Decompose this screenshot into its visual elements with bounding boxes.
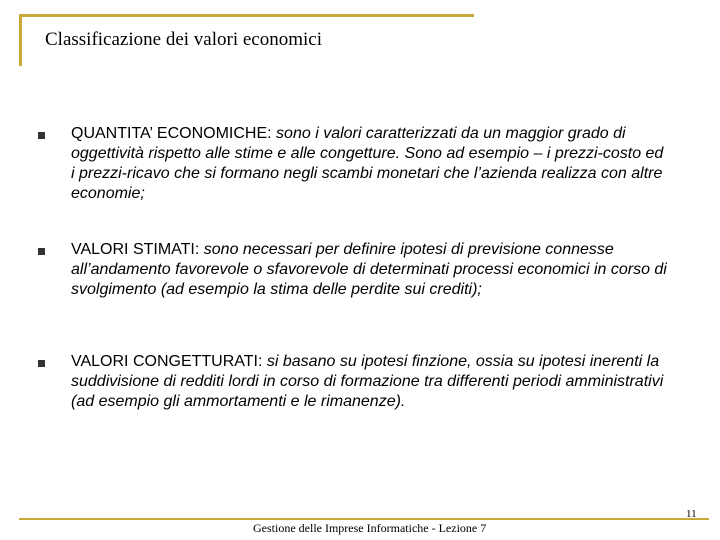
bullet-description: sono necessari per definire ipotesi di previsione connesse all’andamento favorevole o sfavorevole di determinati processi economici in corso di svolgimento (ad esempio la stima delle perdite sui crediti); — [71, 241, 667, 298]
slide-title: Classificazione dei valori economici — [45, 29, 322, 50]
bullet-description: si basano su ipotesi finzione, ossia su ipotesi inerenti la suddivisione di redditi lordi in corso di formazione tra differenti periodi amministrativi (ad esempio gli ammortamenti e le rimanenze). — [71, 353, 664, 410]
bullet-text — [71, 240, 671, 300]
footer-text: Gestione delle Imprese Informatiche - Lezione 7 — [253, 521, 487, 535]
bullet-text — [71, 352, 671, 412]
square-bullet-icon — [38, 360, 45, 367]
square-bullet-icon — [38, 132, 45, 139]
bullet-term: QUANTITA’ ECONOMICHE: — [71, 125, 272, 142]
page-number: 11 — [686, 508, 697, 520]
bullet-term: VALORI CONGETTURATI: — [71, 353, 263, 370]
title-rule-top — [19, 14, 474, 17]
bullet-text — [71, 124, 671, 204]
title-rule-left — [19, 14, 22, 66]
bullet-description: sono i valori caratterizzati da un maggior grado di oggettività rispetto alle stime e alle congetture. Sono ad esempio – i prezzi-costo ed i prezzi-ricavo che si formano negli scambi monetari che l’azienda realizza con altre economie; — [71, 125, 664, 202]
square-bullet-icon — [38, 248, 45, 255]
bullet-term: VALORI STIMATI: — [71, 241, 200, 258]
footer-rule — [19, 518, 709, 520]
